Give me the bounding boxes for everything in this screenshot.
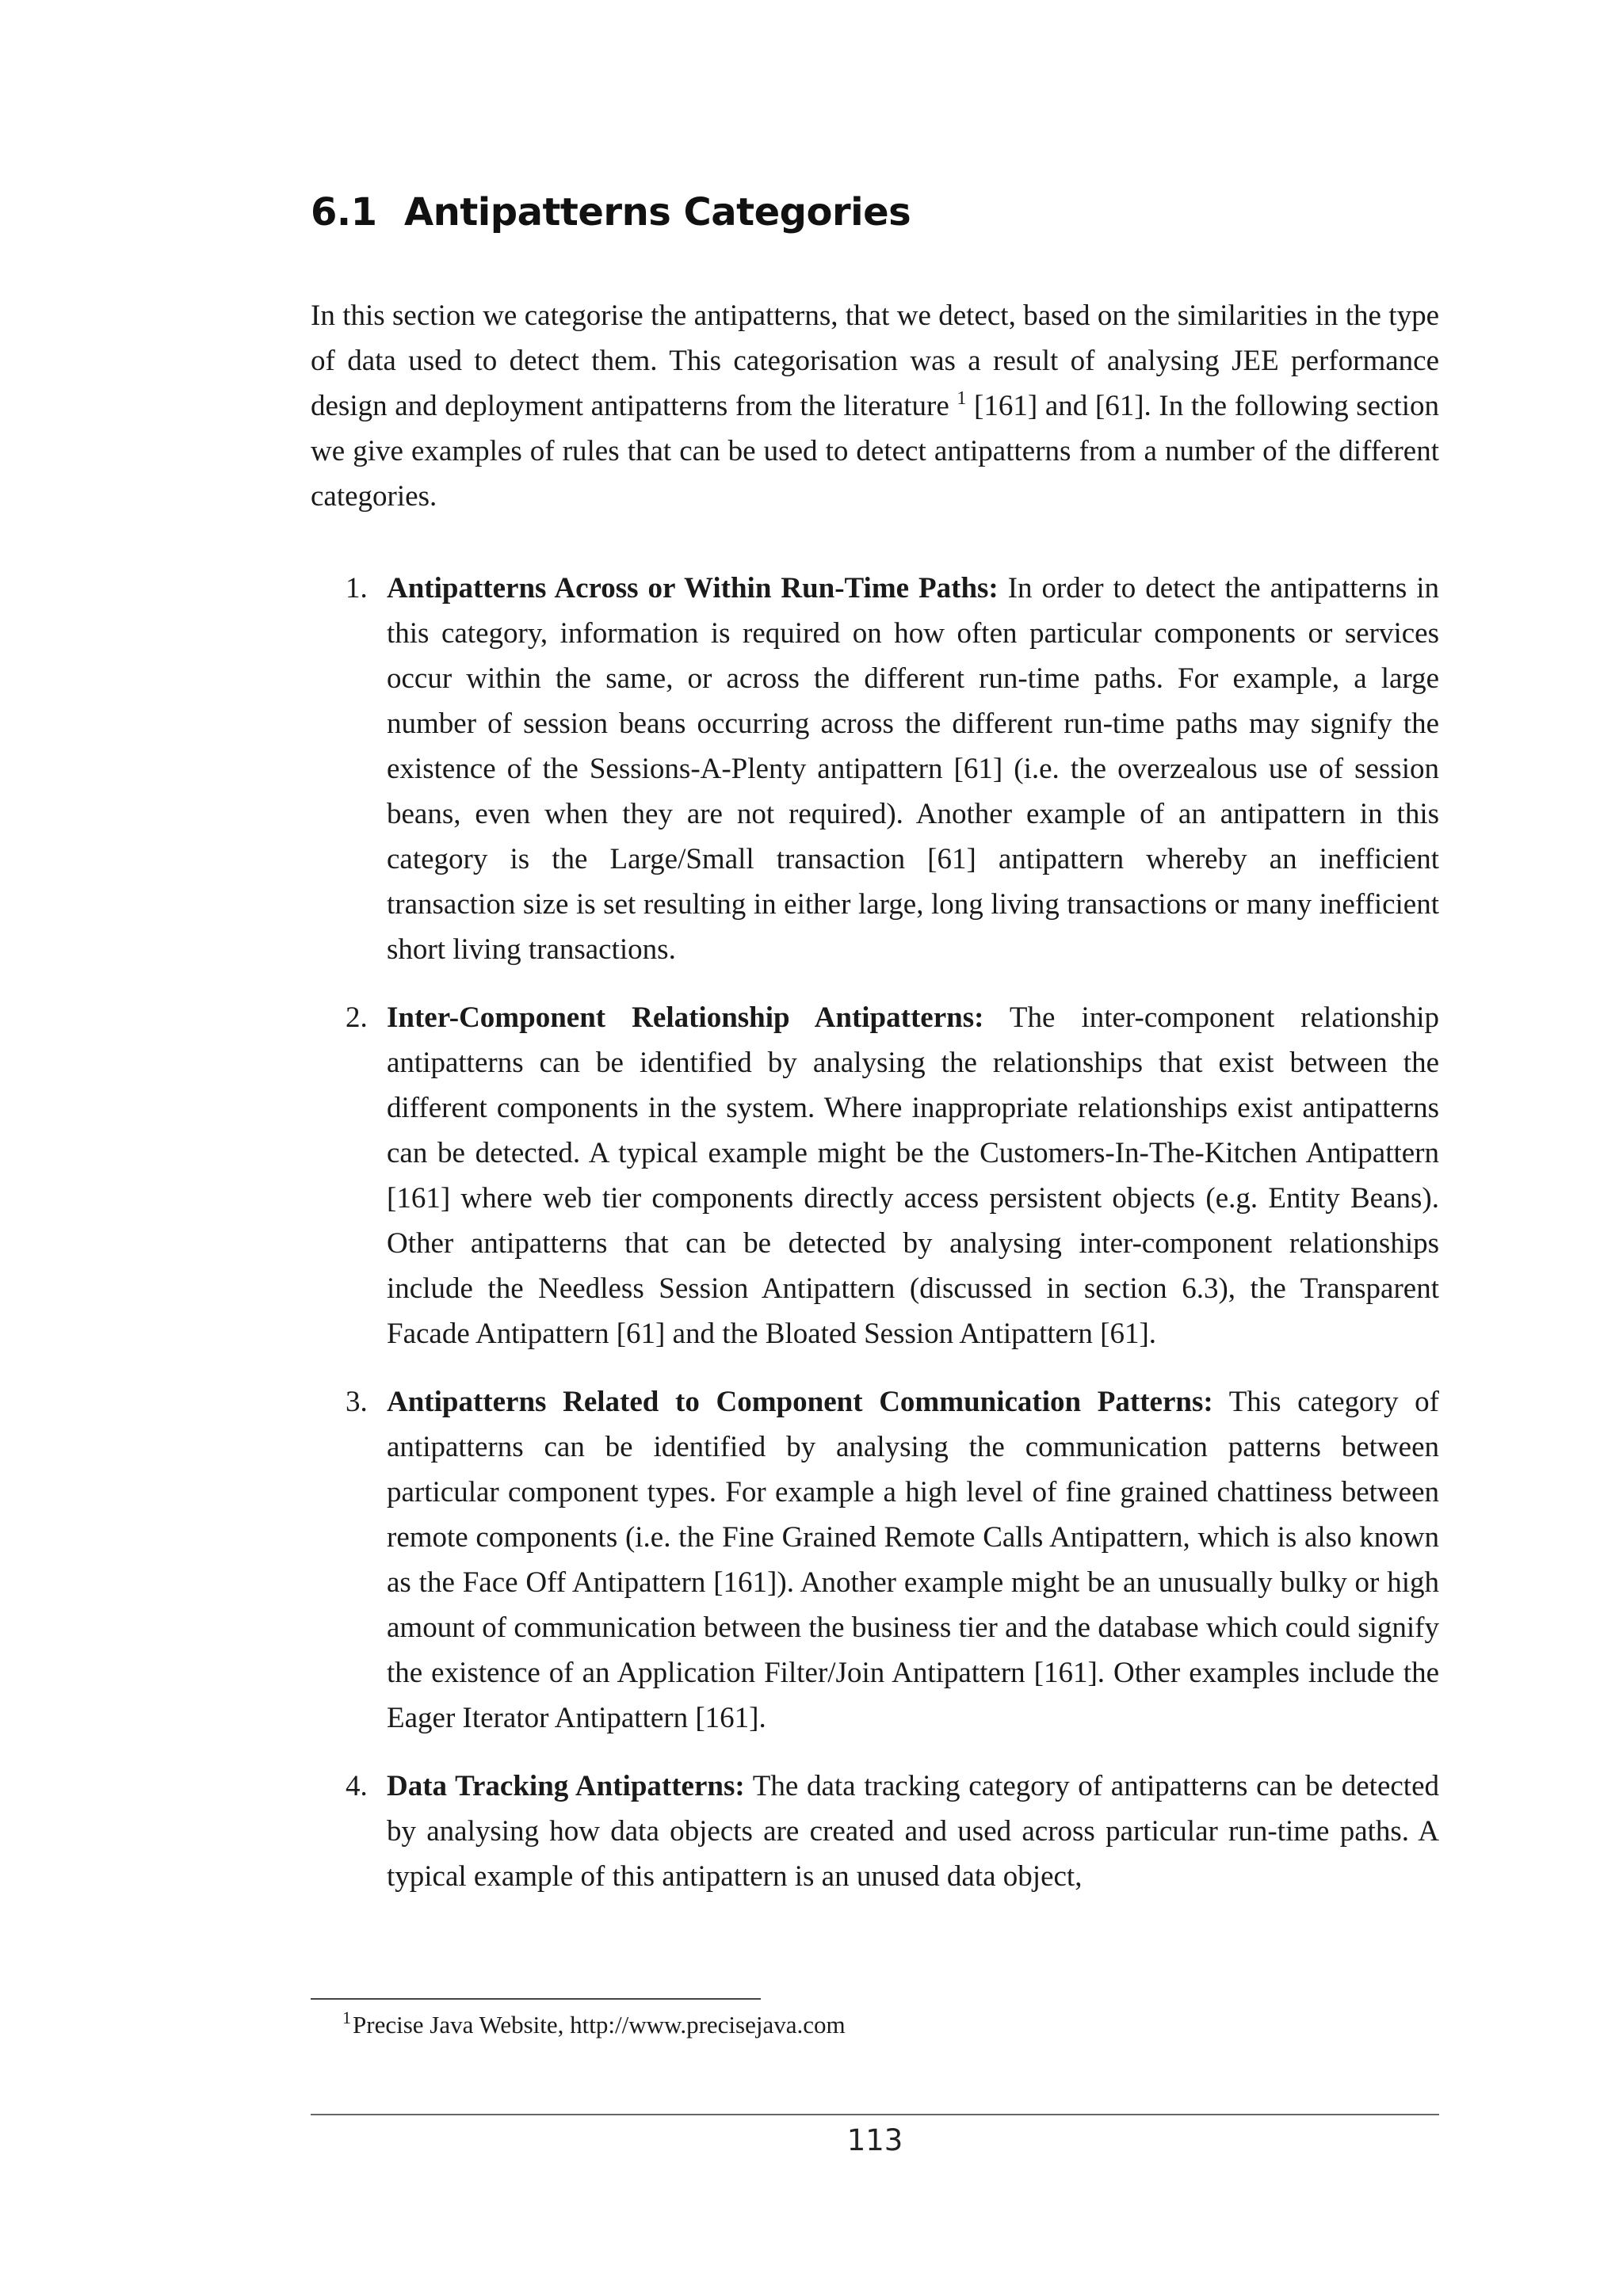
intro-text-start: In this section we categorise the antipatterns, that we detect, based on the similarities in the type of data used to detect them. This categorisation was a result of analysing JEE performance design and deployment antipatterns from the literature	[311, 299, 1439, 422]
section-heading	[311, 190, 911, 235]
footnote-text: Precise Java Website, http://www.precisejava.com	[353, 2011, 846, 2039]
footnote-reference: 1	[957, 388, 967, 409]
item-term: Antipatterns Related to Component Communication Patterns:	[387, 1386, 1213, 1418]
antipattern-category-list	[311, 566, 1439, 1922]
item-number: 2.	[346, 1001, 368, 1034]
item-number: 4.	[346, 1770, 368, 1802]
item-text: In order to detect the antipatterns in this category, information is required on how often particular components or services occur within the same, or across the different run-time paths. For example, a large number of session beans occurring across the different run-time paths may signify the existence of the Sessions-A-Plenty antipattern [61] (i.e. the overzealous use of session beans, even when they are not required). Another example of an antipattern in this category is the Large/Small transaction [61] antipattern whereby an inefficient transaction size is set resulting in either large, long living transactions or many inefficient short living transactions.	[387, 572, 1439, 966]
intro-paragraph	[311, 293, 1439, 519]
item-text: The data tracking category of antipatterns can be detected by analysing how data objects are created and used across particular run-time paths. A typical example of this antipattern is an unused data object,	[387, 1770, 1439, 1893]
page-number: 113	[846, 2123, 903, 2157]
footnote-marker: 1	[342, 2008, 351, 2027]
list-item	[311, 995, 1439, 1356]
footer-divider	[311, 2114, 1439, 2115]
item-text: This category of antipatterns can be identified by analysing the communication patterns between particular component types. For example a high level of fine grained chattiness between remote components (i.e. the Fine Grained Remote Calls Antipattern, which is also known as the Face Off Antipattern [161]). Another example might be an unusually bulky or high amount of communication between the business tier and the database which could signify the existence of an Application Filter/Join Antipattern [161]. Other examples include the Eager Iterator Antipattern [161].	[387, 1386, 1439, 1734]
item-term: Data Tracking Antipatterns:	[387, 1770, 745, 1802]
list-item	[311, 566, 1439, 972]
list-item	[311, 1764, 1439, 1899]
item-term: Antipatterns Across or Within Run-Time Paths:	[387, 572, 999, 605]
section-title: Antipatterns Categories	[404, 190, 911, 235]
item-number: 1.	[346, 572, 368, 605]
item-number: 3.	[346, 1386, 368, 1418]
intro-text-end: [161] and [61]. In the following section we give examples of rules that can be used to detect antipatterns from a number of the different categories.	[311, 390, 1440, 513]
item-term: Inter-Component Relationship Antipatterns:	[387, 1001, 984, 1034]
item-text: The inter-component relationship antipatterns can be identified by analysing the relationships that exist between the different components in the system. Where inappropriate relationships exist antipatterns can be detected. A typical example might be the Customers-In-The-Kitchen Antipattern [161] where web tier components directly access persistent objects (e.g. Entity Beans). Other antipatterns that can be detected by analysing inter-component relationships include the Needless Session Antipattern (discussed in section 6.3), the Transparent Facade Antipattern [61] and the Bloated Session Antipattern [61].	[387, 1001, 1439, 1350]
list-item	[311, 1379, 1439, 1741]
footnote-divider	[311, 1998, 761, 2000]
section-number: 6.1	[311, 190, 377, 235]
footnote	[342, 2008, 846, 2042]
